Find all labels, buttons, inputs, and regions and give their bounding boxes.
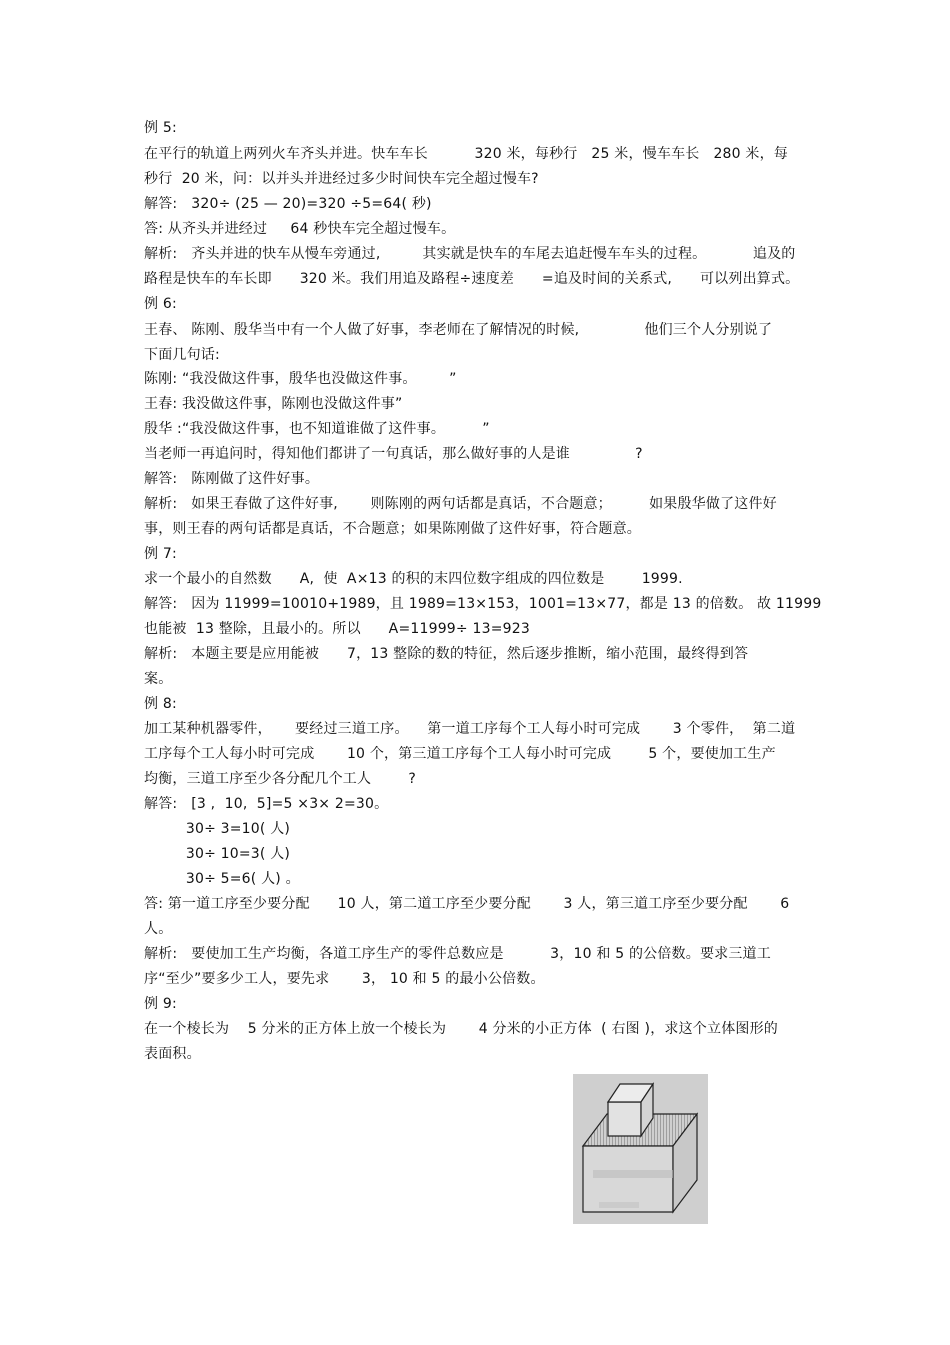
text-line: 表面积。 <box>144 1046 201 1062</box>
text-line: 例 5: <box>144 120 177 136</box>
text-line: 事，则王春的两句话都是真话，不合题意；如果陈刚做了这件好事，符合题意。 <box>144 521 641 537</box>
text-line: 解析: 齐头并进的快车从慢车旁通过, 其实就是快车的车尾去追赶慢车车头的过程。 追及的 <box>144 246 796 262</box>
text-line: 均衡，三道工序至少各分配几个工人 ? <box>144 771 417 787</box>
text-line: 解析: 本题主要是应用能被 7，13 整除的数的特征，然后逐步推断，缩小范围，最终得到答 <box>144 646 749 662</box>
text-line: 路程是快车的车长即 320 米。我们用追及路程÷速度差 =追及时间的关系式, 可以列出算式。 <box>144 271 800 287</box>
text-line: 加工某种机器零件， 要经过三道工序。 第一道工序每个工人每小时可完成 3 个零件， 第二道 <box>144 721 796 737</box>
text-line: 工序每个工人每小时可完成 10 个，第三道工序每个工人每小时可完成 5 个，要使加工生产 <box>144 746 776 762</box>
text-line: 答: 从齐头并进经过 64 秒快车完全超过慢车。 <box>144 221 456 237</box>
text-line: 在平行的轨道上两列火车齐头并进。快车车长 320 米，每秒行 25 米，慢车车长 280 米，每 <box>144 146 789 162</box>
text-line: 例 8: <box>144 696 177 712</box>
text-line: 下面几句话: <box>144 347 220 363</box>
text-line: 求一个最小的自然数 A, 使 A×13 的积的末四位数字组成的四位数是 1999. <box>144 571 683 587</box>
text-line: 例 7: <box>144 546 177 562</box>
text-line: 例 9: <box>144 996 177 1012</box>
text-line: 解析: 要使加工生产均衡，各道工序生产的零件总数应是 3，10 和 5 的公倍数。要求三道工 <box>144 946 771 962</box>
text-line: 秒行 20 米，问：以并头并进经过多少时间快车完全超过慢车? <box>144 171 539 187</box>
text-line: 30÷ 3=10( 人) <box>144 821 291 837</box>
text-line: 例 6: <box>144 296 177 312</box>
text-line: 30÷ 10=3( 人) <box>144 846 291 862</box>
text-line: 也能被 13 整除，且最小的。所以 A=11999÷ 13=923 <box>144 621 530 637</box>
text-line: 解答: 320÷ (25 — 20)=320 ÷5=64( 秒) <box>144 196 432 212</box>
text-line: 当老师一再追问时，得知他们都讲了一句真话，那么做好事的人是谁 ? <box>144 446 643 462</box>
text-line: 解答: 因为 11999=10010+1989，且 1989=13×153，1001=13×77，都是 13 的倍数。 故 11999 <box>144 596 822 612</box>
text-line: 在一个棱长为 5 分米的正方体上放一个棱长为 4 分米的小正方体 ( 右图 )，求这个立体图形的 <box>144 1021 778 1037</box>
text-line: 陈刚: “我没做这件事，殷华也没做这件事。 ” <box>144 371 457 387</box>
stacked-cubes-figure <box>573 1074 708 1224</box>
text-line: 解答: 陈刚做了这件好事。 <box>144 471 320 487</box>
text-line: 王春、 陈刚、殷华当中有一个人做了好事，李老师在了解情况的时候, 他们三个人分别说了 <box>144 322 773 338</box>
text-line: 答: 第一道工序至少要分配 10 人，第二道工序至少要分配 3 人，第三道工序至少要分配 6 <box>144 896 790 912</box>
text-line: 王春: 我没做这件事，陈刚也没做这件事” <box>144 396 403 412</box>
text-line: 解答: [3 , 10, 5]=5 ×3× 2=30。 <box>144 796 389 812</box>
text-line: 解析: 如果王春做了这件好事, 则陈刚的两句话都是真话，不合题意； 如果殷华做了这件好 <box>144 496 777 512</box>
text-line: 人。 <box>144 921 173 937</box>
text-line: 案。 <box>144 671 173 687</box>
text-line: 30÷ 5=6( 人) 。 <box>144 871 300 887</box>
text-line: 序“至少”要多少工人，要先求 3， 10 和 5 的最小公倍数。 <box>144 971 545 987</box>
text-line: 殷华 :“我没做这件事，也不知道谁做了这件事。 ” <box>144 421 490 437</box>
